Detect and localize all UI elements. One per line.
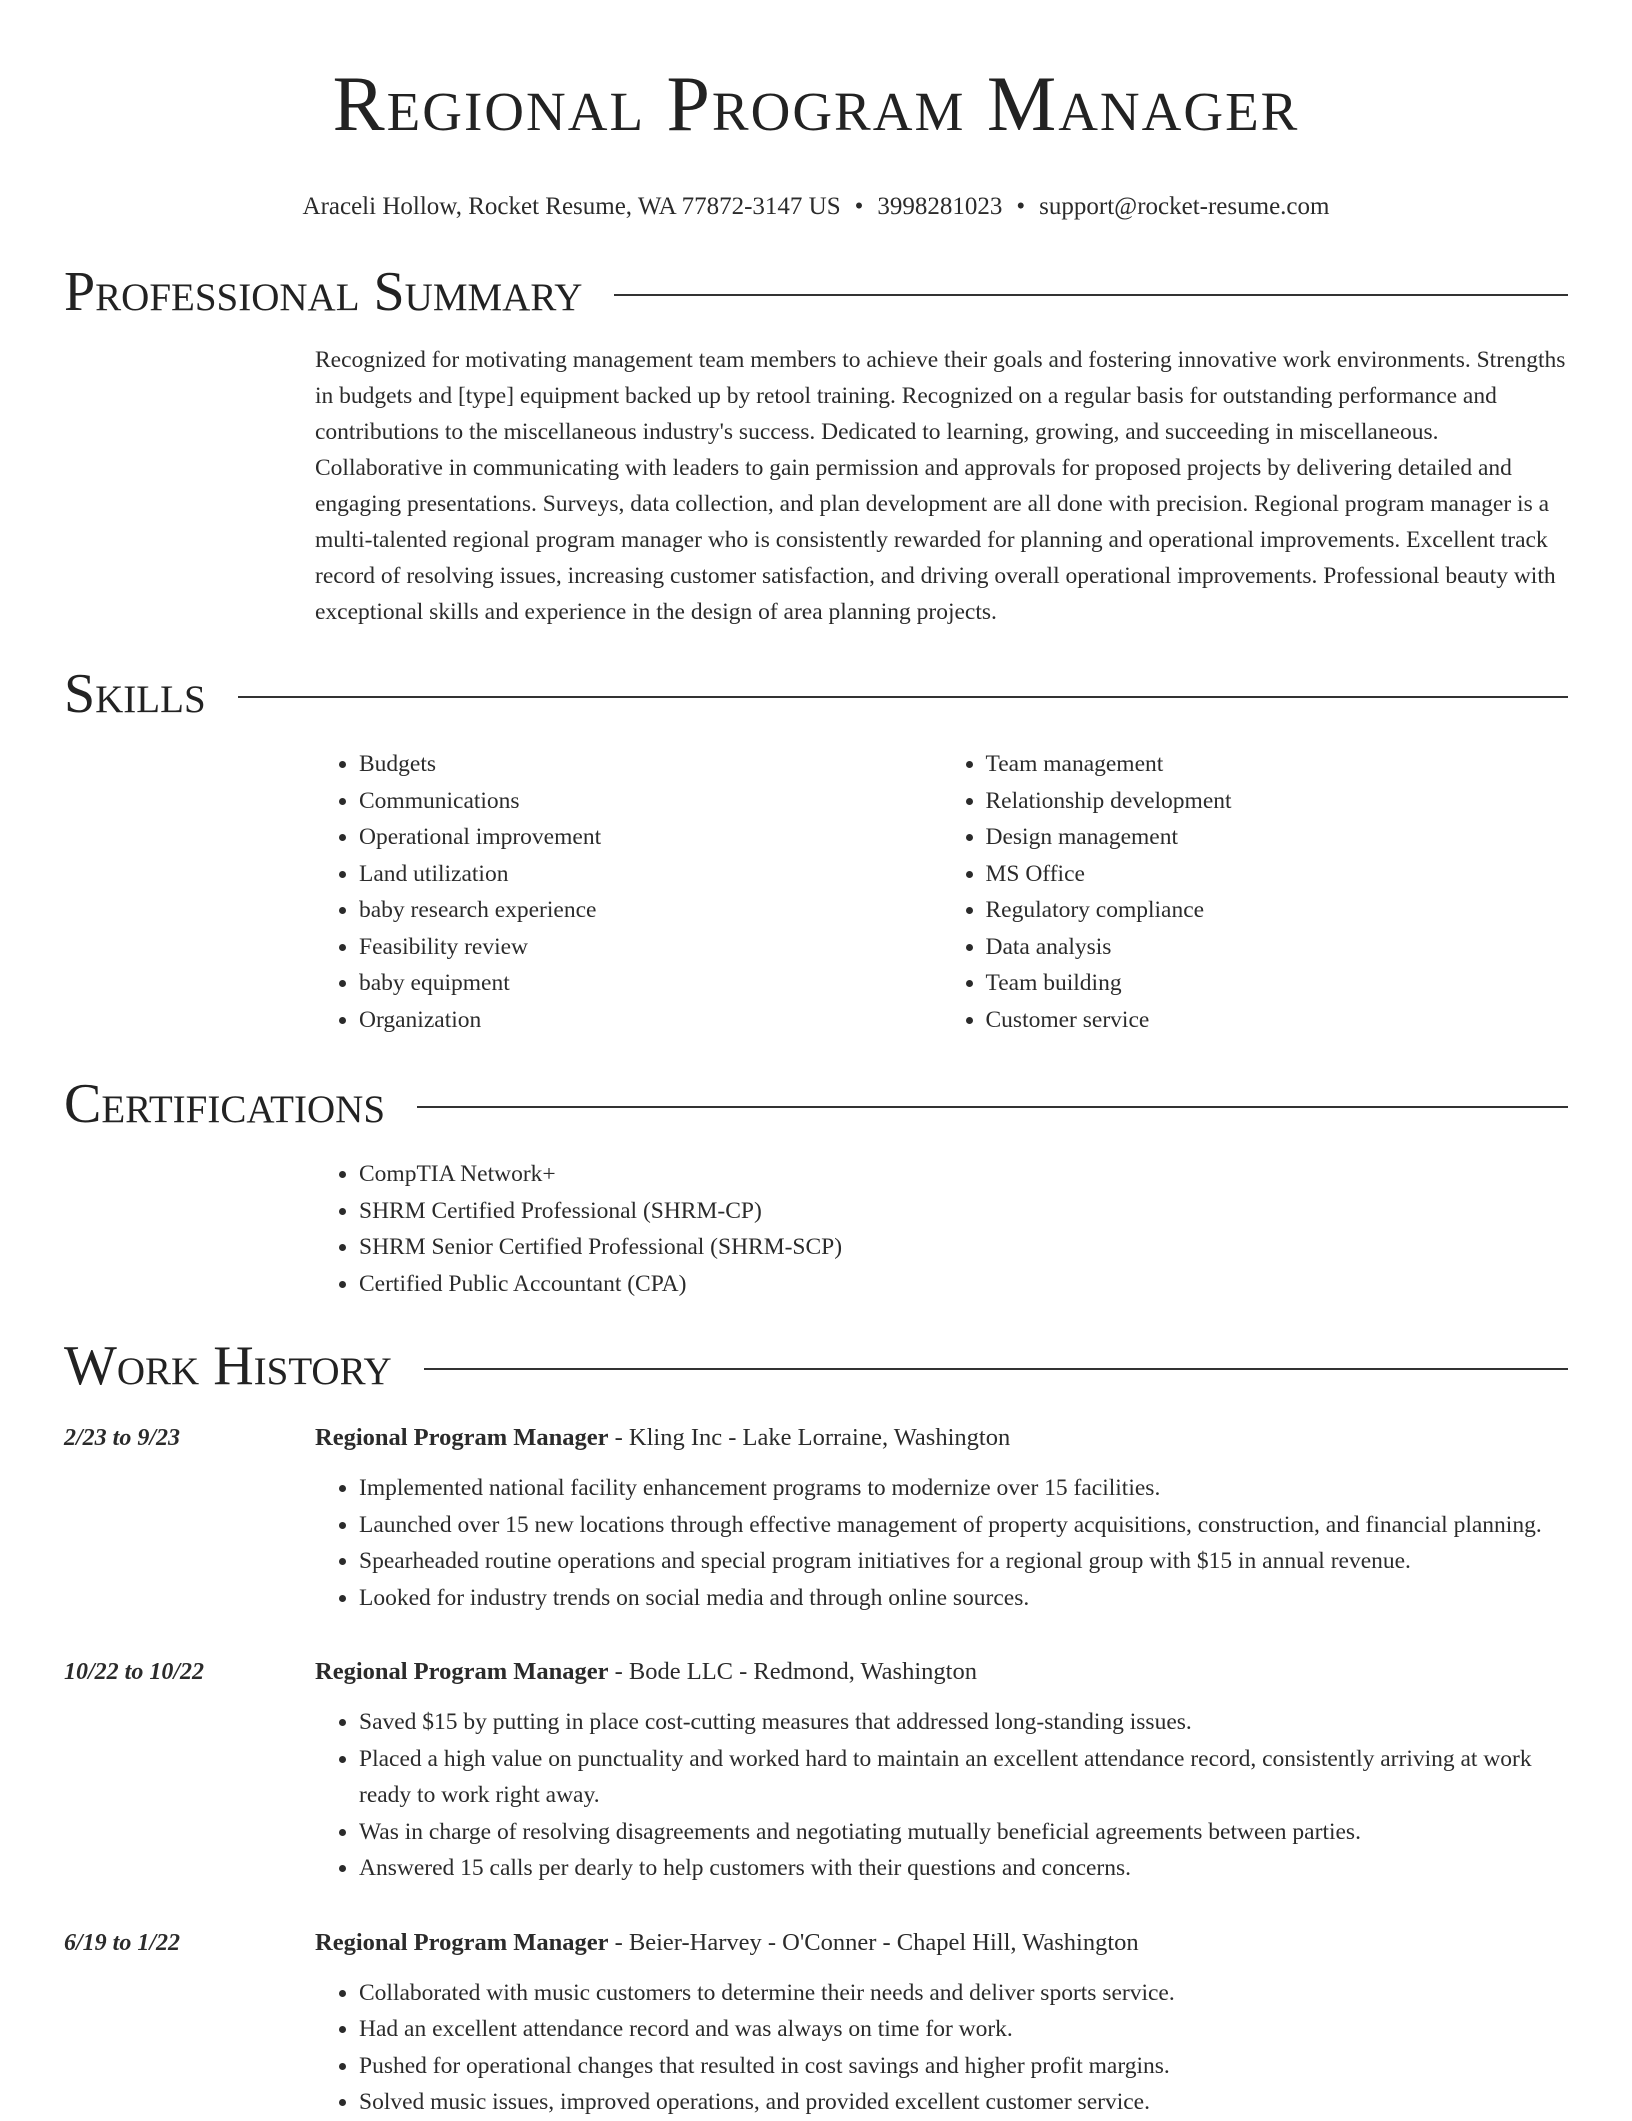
job-details — [315, 1654, 1568, 1887]
skills-column-left — [315, 746, 942, 1038]
certifications-bullets — [315, 1156, 1568, 1302]
job-bullet: • Was in charge of resolving disagreements and negotiating mutually beneficial agreements between parties. — [359, 1814, 1568, 1851]
job-bullet: • Placed a high value on punctuality and worked hard to maintain an excellent attendance record, consistently arriving at work ready to work right away. — [359, 1741, 1568, 1814]
contact-separator: • — [1016, 193, 1026, 220]
job-employer: - Bode LLC - Redmond, Washington — [608, 1658, 977, 1685]
job-bullet: • Saved $15 by putting in place cost-cutting measures that addressed long-standing issues. — [359, 1704, 1568, 1741]
certification-item: • SHRM Certified Professional (SHRM-CP) — [359, 1193, 1568, 1230]
candidate-title: Regional Program Manager — [332, 60, 1300, 147]
summary-text: Recognized for motivating management team members to achieve their goals and fostering innovative work environments. Strengths in budgets and [type] equipment backed up by retool training. Recognized on a regular basis for outstanding performance and contributions to the miscellaneous industry's success. Dedicated to learning, growing, and succeeding in miscellaneous. Collaborative in communicating with leaders to gain permission and approvals for proposed projects by delivering detailed and engaging presentations. Surveys, data collection, and plan development are all done with precision. Regional program manager is a multi-talented regional program manager who is consistently rewarded for planning and operational improvements. Excellent track record of resolving issues, increasing customer satisfaction, and driving overall operational improvements. Professional beauty with exceptional skills and experience in the design of area planning projects. — [315, 347, 1566, 625]
job-bullet: • Spearheaded routine operations and special program initiatives for a regional group with $15 in annual revenue. — [359, 1543, 1568, 1580]
job-entry — [64, 1654, 1568, 1887]
job-bullet: • Collaborated with music customers to determine their needs and deliver sports service. — [359, 1975, 1568, 2012]
certification-item: • SHRM Senior Certified Professional (SHRM-SCP) — [359, 1229, 1568, 1266]
job-title: Regional Program Manager — [315, 1424, 609, 1451]
skills-list — [315, 746, 1568, 1038]
skill-item: • Organization — [359, 1002, 942, 1039]
job-bullet: • Looked for industry trends on social media and through online sources. — [359, 1580, 1568, 1617]
contact-address: Araceli Hollow, Rocket Resume, WA 77872-3147 US — [302, 193, 841, 220]
job-bullet: • Pushed for operational changes that resulted in cost savings and higher profit margins. — [359, 2048, 1568, 2085]
skills-heading: Skills — [64, 663, 206, 725]
job-employer: - Kling Inc - Lake Lorraine, Washington — [608, 1424, 1011, 1451]
skill-item: • baby equipment — [359, 965, 942, 1002]
job-dates: 10/22 to 10/22 — [64, 1659, 205, 1685]
contact-separator: • — [854, 193, 864, 220]
summary-section-header — [64, 260, 1568, 324]
job-bullet: • Answered 15 calls per dearly to help customers with their questions and concerns. — [359, 1850, 1568, 1887]
certification-item: • Certified Public Accountant (CPA) — [359, 1266, 1568, 1303]
job-employer: - Beier-Harvey - O'Conner - Chapel Hill, Washington — [608, 1928, 1139, 1956]
skill-item: • Data analysis — [986, 929, 1569, 966]
section-divider — [417, 1106, 1568, 1108]
job-bullet: • Launched over 15 new locations through effective management of property acquisitions, construction, and financial planning. — [359, 1507, 1568, 1544]
skill-item: • Team management — [986, 746, 1569, 783]
job-bullets — [315, 1975, 1568, 2121]
skill-item: • Design management — [986, 819, 1569, 856]
contact-line — [64, 192, 1568, 222]
skills-section-header — [64, 662, 1568, 726]
job-heading — [315, 1654, 1568, 1690]
skills-column-right — [942, 746, 1569, 1038]
job-bullet: • Solved music issues, improved operations, and provided excellent customer service. — [359, 2084, 1568, 2121]
skill-item: • Communications — [359, 783, 942, 820]
work-heading: Work History — [64, 1335, 392, 1397]
certifications-heading: Certifications — [64, 1073, 386, 1135]
job-details — [315, 1420, 1568, 1616]
certifications-list — [315, 1156, 1568, 1302]
job-bullet: • Implemented national facility enhancement programs to modernize over 15 facilities. — [359, 1470, 1568, 1507]
job-dates: 6/19 to 1/22 — [64, 1929, 181, 1956]
summary-heading: Professional Summary — [64, 261, 583, 323]
skill-item: • MS Office — [986, 856, 1569, 893]
skill-item: • Customer service — [986, 1002, 1569, 1039]
job-entry — [64, 1420, 1568, 1616]
job-dates: 2/23 to 9/23 — [64, 1425, 181, 1451]
contact-phone: 3998281023 — [877, 193, 1003, 220]
job-heading — [315, 1925, 1568, 1961]
skill-item: • Land utilization — [359, 856, 942, 893]
job-bullets — [315, 1704, 1568, 1887]
work-section-header — [64, 1334, 1568, 1398]
job-details — [315, 1925, 1568, 2121]
job-bullet: • Had an excellent attendance record and was always on time for work. — [359, 2011, 1568, 2048]
contact-email: support@rocket-resume.com — [1039, 193, 1330, 220]
job-entry — [64, 1925, 1568, 2121]
job-bullets — [315, 1470, 1568, 1616]
job-heading — [315, 1420, 1568, 1456]
skill-item: • Budgets — [359, 746, 942, 783]
skill-item: • Team building — [986, 965, 1569, 1002]
skill-item: • Feasibility review — [359, 929, 942, 966]
certifications-section-header — [64, 1072, 1568, 1136]
skill-item: • baby research experience — [359, 892, 942, 929]
section-divider — [614, 294, 1568, 296]
certification-item: • CompTIA Network+ — [359, 1156, 1568, 1193]
job-title: Regional Program Manager — [315, 1928, 609, 1956]
job-title: Regional Program Manager — [315, 1658, 609, 1685]
skill-item: • Relationship development — [986, 783, 1569, 820]
skill-item: • Regulatory compliance — [986, 892, 1569, 929]
section-divider — [424, 1368, 1568, 1370]
skill-item: • Operational improvement — [359, 819, 942, 856]
section-divider — [238, 696, 1568, 698]
